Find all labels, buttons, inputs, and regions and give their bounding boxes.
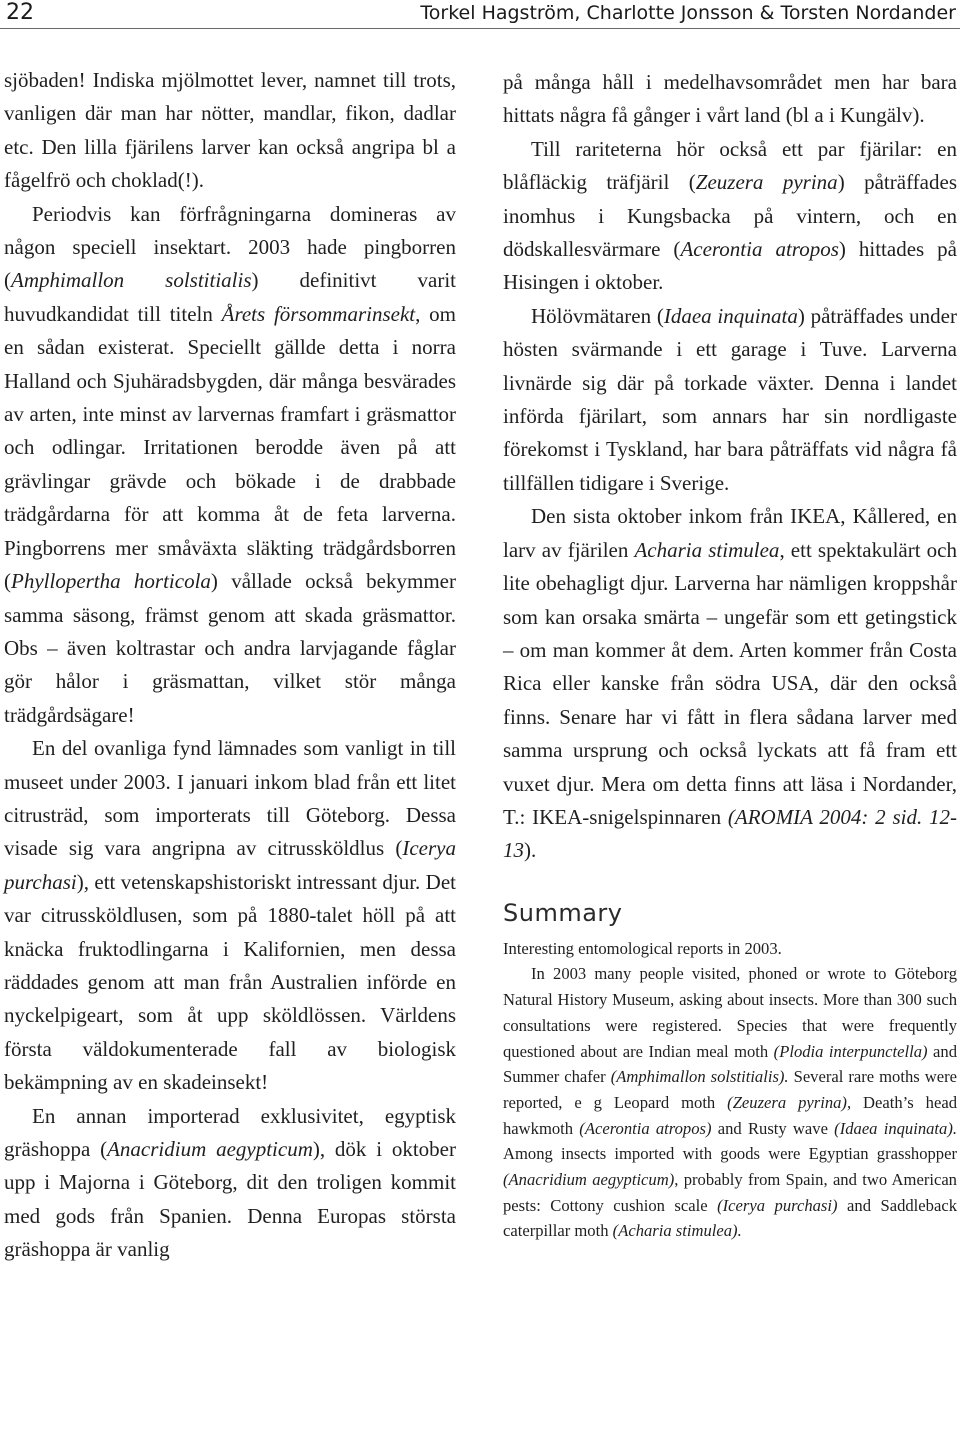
species-name: Anacridium aegypticum (107, 1137, 313, 1161)
running-head-authors: Torkel Hagström, Charlotte Jonsson & Torsten Nordander (420, 2, 956, 24)
species-name: Idaea inquinata (663, 303, 798, 328)
body-paragraph: En del ovanliga fynd lämnades som vanligt in till museet under 2003. I januari inkom blad från ett litet citrusträd, som importerats till Göteborg. Dessa visade sig vara angripna av citrussköldlus (Icerya purchasi), ett vetenskapshistoriskt intressant djur. Det var citrussköldlusen, som på 1880-talet höll på att knäcka fruktodlingarna i Kalifornien, men dessa räddades genom att man från Australien införde en nyckelpigeart, som åt upp sköldlössen. Världens första väldokumenterade fall av biologisk bekämpning av en skadeinsekt! (4, 736, 456, 1095)
left-column (4, 64, 456, 1267)
body-paragraph: Hölövmätaren (Idaea inquinata) påträffades under hösten svärmande i ett garage i Tuve. Larverna livnärde sig där på torkade växter. Denna i landet införda fjärilart, som annars har sin nordligaste förekomst i Tyskland, har bara påträffats vid några få tillfällen tidigare i Sverige. (503, 303, 957, 495)
species-name: Acharia stimulea (634, 537, 780, 562)
body-paragraph: på många håll i medelhavsområdet men har bara hittats några få gånger i vårt land (bl a i Kungälv). (503, 70, 957, 128)
species-name: Amphimallon solstitialis (11, 268, 252, 293)
body-paragraph: Den sista oktober inkom från IKEA, Kållered, en larv av fjärilen Acharia stimulea, ett spektakulärt och lite obehagligt djur. Larverna har nämligen kroppshår som kan orsaka smärta – ungefär som ett getingstick – om man kommer åt dem. Arten kommer från Costa Rica eller kanske från södra USA, där den också finns. Senare har vi fått in flera sådana larver med samma ursprung och också lyckats att få fram ett vuxet djur. Mera om detta finns att läsa i Nordander, T.: IKEA-snigelspinnaren (AROMIA 2004: 2 sid. 12-13). (503, 504, 957, 863)
body-paragraph: sjöbaden! Indiska mjölmottet lever, namnet till trots, vanligen där man har nötter, mandlar, fikon, dadlar etc. Den lilla fjärilens larver kan också angripa bl a fågelfrö och choklad(!). (4, 68, 456, 193)
citation: (AROMIA 2004: 2 sid. 12-13 (503, 804, 957, 863)
body-paragraph: Till rariteterna hör också ett par fjärilar: en blåfläckig träfjäril (Zeuzera pyrina) påträffades inomhus i Kungsbacka på vintern, och en dödskallesvärmare (Acerontia atropos) hittades på Hisingen i oktober. (503, 136, 957, 295)
species-name: Acerontia atropos (680, 237, 839, 262)
summary-block (503, 936, 957, 1244)
body-paragraph: Periodvis kan förfrågningarna domineras av någon speciell insektart. 2003 hade pingborren (Amphimallon solstitialis) definitivt varit huvudkandidat till titeln Årets försommarinsekt, om en sådan existerat. Speciellt gällde detta i norra Halland och Sjuhäradsbygden, där många besvärades av arten, inte minst av larvernas framfart i gräsmattor och odlingar. Irritationen berodde även på att grävlingar grävde och bökade i de drabbade trädgårdarna för att komma åt de feta larverna. Pingborrens mer småväxta släkting trädgårdsborren (Phyllopertha horticola) vållade också bekymmer samma säsong, främst genom att skada gräsmattor. Obs – även koltrastar och andra larvjagande fåglar gör hålor i gräsmattan, vilket stör många trädgårdsägare! (4, 201, 457, 727)
summary-paragraph: In 2003 many people visited, phoned or wrote to Göteborg Natural History Museum, asking about insects. More than 300 such consultations were registered. Species that were frequently questioned about are Indian meal moth (Plodia interpunctella) and Summer chafer (Amphimallon solstitialis). Several rare moths were reported, e g Leopard moth (Zeuzera pyrina), Death’s head hawkmoth (Acerontia atropos) and Rusty wave (Idaea inquinata). Among insects imported with goods were Egyptian grasshopper (Anacridium aegypticum), probably from Spain, and two American pests: Cottony cushion scale (Icerya purchasi) and Saddleback caterpillar moth (Acharia stimulea). (503, 964, 958, 1241)
summary-heading: Summary (503, 898, 623, 927)
species-name: Icerya purchasi (4, 836, 456, 894)
body-paragraph: En annan importerad exklusivitet, egyptisk gräshoppa (Anacridium aegypticum), dök i oktober upp i Majorna i Göteborg, dit den troligen kommit med gods från Spanien. Denna Europas största gräshoppa är vanlig (4, 1103, 457, 1262)
running-header (0, 0, 960, 29)
page-number: 22 (6, 0, 34, 25)
species-name: Phyllopertha horticola (11, 569, 211, 594)
species-name: Zeuzera pyrina (695, 170, 838, 195)
summary-title: Interesting entomological reports in 2003. (503, 938, 782, 958)
right-column (503, 66, 957, 1244)
emphasis-title: Årets försommarinsekt (221, 301, 416, 326)
